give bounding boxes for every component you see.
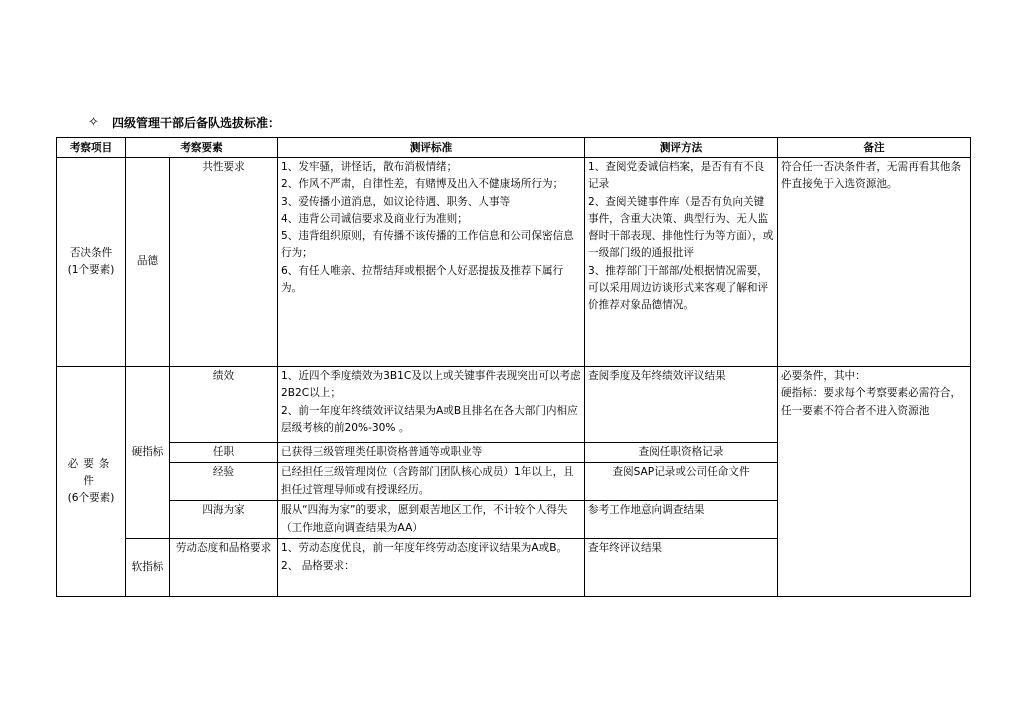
veto-note: 符合任一否决条件者，无需再看其他条件直接免于入选资源池。 xyxy=(778,158,971,367)
veto-standard-line: 1、发牢骚，讲怪话，散布消极情绪； xyxy=(281,161,458,173)
veto-category-cell xyxy=(57,158,126,367)
mobility-element: 四海为家 xyxy=(170,501,278,539)
veto-category-count: (1个要素) xyxy=(67,264,115,276)
soft-indicator-label: 软指标 xyxy=(126,539,170,597)
header-item: 考察项目 xyxy=(57,138,126,158)
veto-method-cell xyxy=(585,158,778,367)
attitude-standard-line: 2、 品格要求： xyxy=(281,559,355,572)
qualification-method: 查阅任职资格记录 xyxy=(585,443,778,463)
header-note: 备注 xyxy=(778,138,971,158)
attitude-standard-cell xyxy=(278,539,585,597)
performance-standard-line: 2、前一年度年终绩效评议结果为A或B且排名在各大部门内相应层级考核的前20%-30% 。 xyxy=(281,404,578,434)
attitude-element: 劳动态度和品格要求 xyxy=(170,539,278,597)
veto-element: 共性要求 xyxy=(170,158,278,367)
required-note-line: 硬指标：要求每个考察要素必需符合，任一要素不符合者不进入资源池 xyxy=(781,387,962,417)
qualification-element: 任职 xyxy=(170,443,278,463)
header-method: 测评方法 xyxy=(585,138,778,158)
mobility-standard: 服从“四海为家”的要求，愿到艰苦地区工作，不计较个人得失（工作地意向调查结果为AA） xyxy=(278,501,585,539)
veto-standard-line: 3、爱传播小道消息，如议论待遇、职务、人事等 xyxy=(281,195,511,208)
veto-method-line: 2、查阅关键事件库（是否有负向关键事件，含重大决策、典型行为、无人监督时干部表现、排他性行为等方面），或一级部门级的通报批评 xyxy=(588,195,774,260)
veto-standard-line: 6、有任人唯亲、拉帮结拜或根据个人好恶提拔及推荐下属行为。 xyxy=(281,264,564,295)
diamond-outline-icon: ✧ xyxy=(88,115,99,130)
experience-method: 查阅SAP记录或公司任命文件 xyxy=(585,463,778,501)
experience-element: 经验 xyxy=(170,463,278,501)
qualification-standard: 已获得三级管理类任职资格普通等或职业等 xyxy=(278,443,585,463)
performance-method: 查阅季度及年终绩效评议结果 xyxy=(585,367,778,443)
veto-subcategory: 品德 xyxy=(126,158,170,367)
veto-category: 否决条件 xyxy=(69,246,113,259)
required-category: 必要条件 xyxy=(67,457,115,487)
veto-standard-line: 5、违背组织原则，有传播不该传播的工作信息和公司保密信息行为； xyxy=(281,230,574,260)
section-heading xyxy=(88,114,280,131)
attitude-standard-line: 1、劳动态度优良，前一年度年终劳动态度评议结果为A或B。 xyxy=(281,542,568,555)
veto-standard-cell xyxy=(278,158,585,367)
attitude-method: 查年终评议结果 xyxy=(585,539,778,597)
experience-standard: 已经担任三级管理岗位（含跨部门团队核心成员）1年以上，且担任过管理导师或有授课经历。 xyxy=(278,463,585,501)
performance-element: 绩效 xyxy=(170,367,278,443)
veto-method-line: 3、推荐部门干部部/处根据情况需要，可以采用周边访谈形式来客观了解和评价推荐对象品德情况。 xyxy=(588,264,769,312)
header-standard: 测评标准 xyxy=(278,138,585,158)
hard-indicator-label: 硬指标 xyxy=(126,367,170,539)
required-category-count: (6个要素) xyxy=(67,492,115,505)
veto-standard-line: 2、作风不严肃，自律性差，有赌博及出入不健康场所行为； xyxy=(281,178,564,191)
performance-standard-line: 1、近四个季度绩效为3B1C及以上或关键事件表现突出可以考虑2B2C以上； xyxy=(281,370,581,400)
header-element: 考察要素 xyxy=(126,138,278,158)
section-heading-text: 四级管理干部后备队选拔标准： xyxy=(112,116,281,130)
required-note-line: 必要条件，其中： xyxy=(781,370,866,382)
performance-standard-cell xyxy=(278,367,585,443)
table-row-performance xyxy=(57,367,971,443)
veto-standard-line: 4、违背公司诚信要求及商业行为准则； xyxy=(281,212,468,225)
mobility-method: 参考工作地意向调查结果 xyxy=(585,501,778,539)
required-note-cell xyxy=(778,367,971,597)
table-header-row xyxy=(57,138,971,158)
required-category-cell xyxy=(57,367,126,597)
table-row-veto xyxy=(57,158,971,367)
selection-standard-table xyxy=(56,137,971,597)
veto-method-line: 1、查阅党委诚信档案，是否有有不良记录 xyxy=(588,161,765,191)
